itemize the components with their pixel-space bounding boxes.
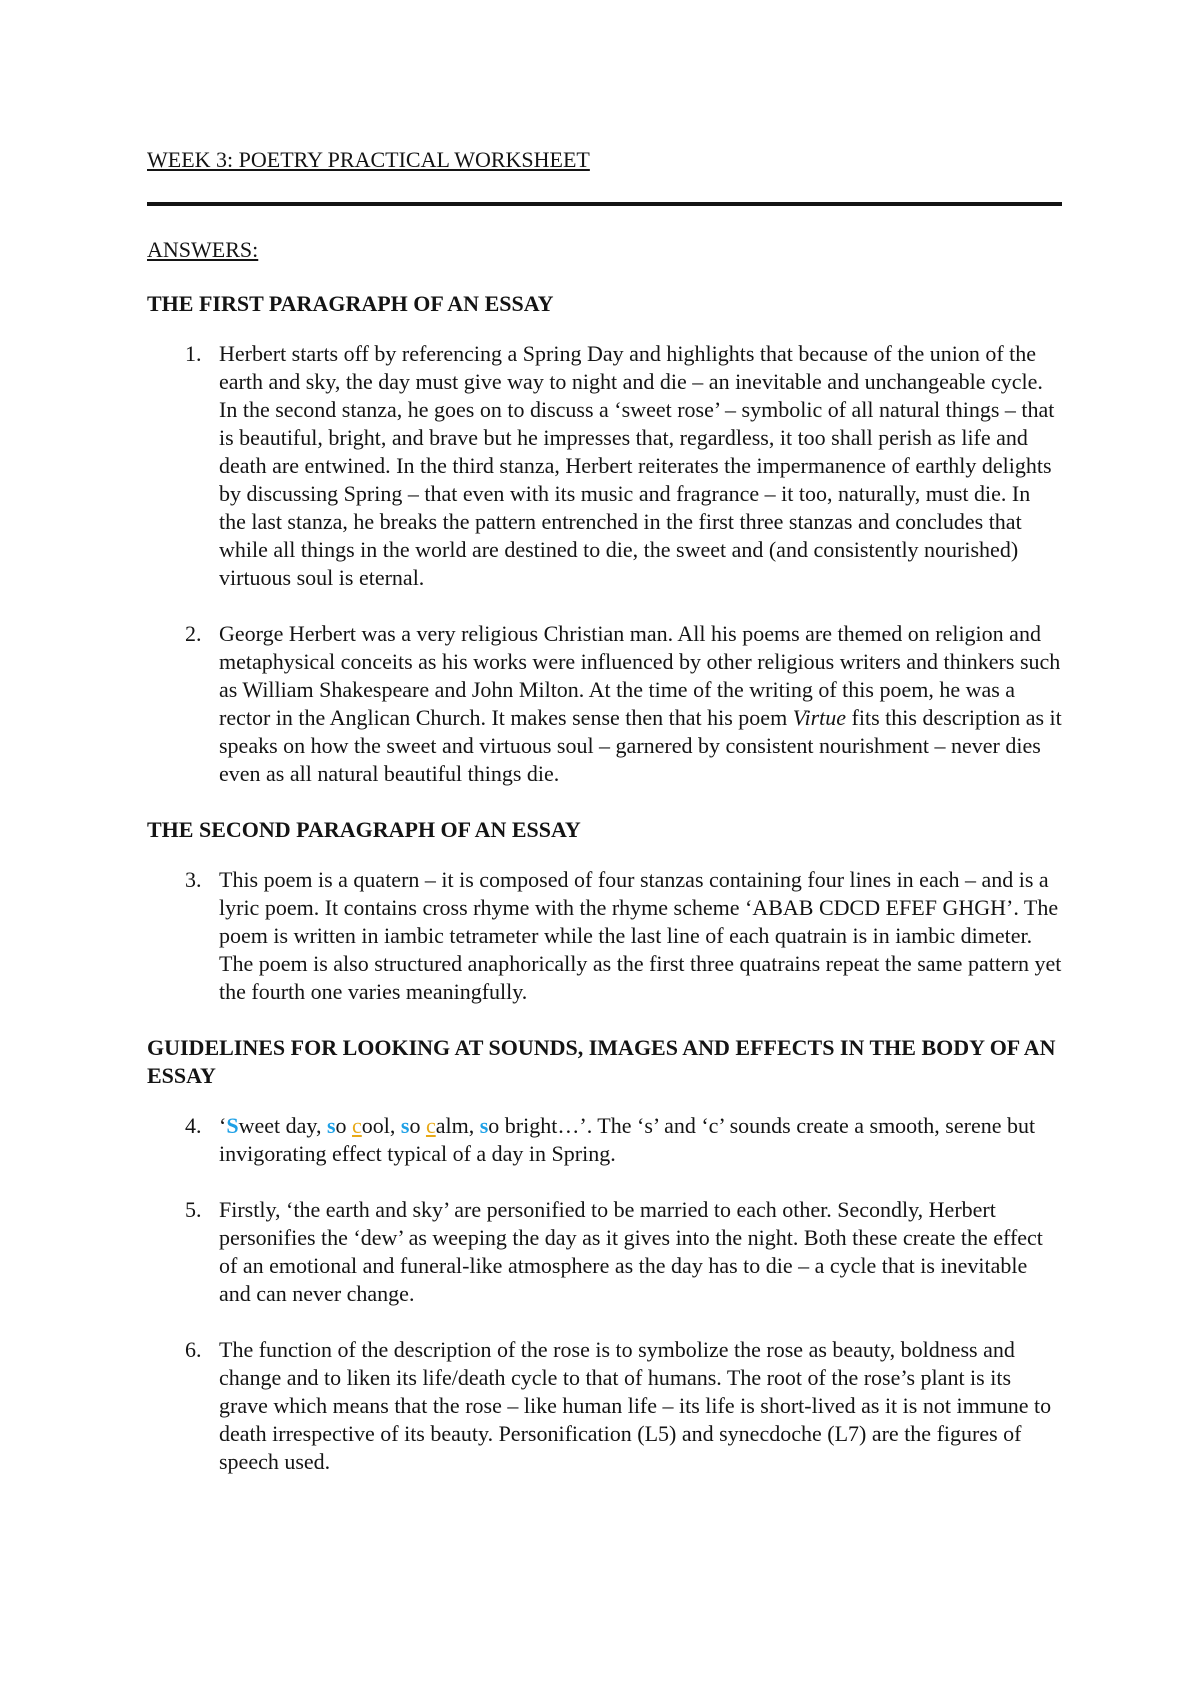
answer-item-4 — [147, 1112, 1062, 1168]
section-heading-first-paragraph: THE FIRST PARAGRAPH OF AN ESSAY — [147, 291, 554, 316]
answer-text: Herbert starts off by referencing a Spring Day and highlights that because of the union of the earth and sky, the day must give way to night and die – an inevitable and unchangeable cycle. In the second stanza, he goes on to discuss a ‘sweet rose’ – symbolic of all natural things – that is beautiful, bright, and brave but he impresses that, regardless, it too shall perish as life and death are entwined. In the third stanza, Herbert reiterates the impermanence of earthly delights by discussing Spring – that even with its music and fragrance – it too, naturally, must die. In the last stanza, he breaks the pattern entrenched in the first three stanzas and concludes that while all things in the world are destined to die, the sweet and (and consistently nourished) virtuous soul is eternal. — [219, 341, 1055, 590]
quote-fragment: weet day, — [238, 1113, 327, 1138]
answer-item-2 — [147, 620, 1062, 788]
sound-c-highlight: c — [425, 1113, 436, 1138]
quote-fragment: alm, — [435, 1113, 480, 1138]
sound-s-highlight: s — [326, 1113, 336, 1138]
answer-number: 3. — [185, 867, 202, 892]
title-divider — [147, 202, 1062, 206]
answer-text: This poem is a quatern – it is composed of four stanzas containing four lines in each – and is a lyric poem. It contains cross rhyme with the rhyme scheme ‘ABAB CDCD EFEF GHGH’. The poem is written in iambic tetrameter while the last line of each quatrain is in iambic dimeter. The poem is also structured anaphorically as the first three quatrains repeat the same pattern yet the fourth one varies meaningfully. — [219, 867, 1062, 1004]
section-heading-second-paragraph: THE SECOND PARAGRAPH OF AN ESSAY — [147, 817, 581, 842]
sound-s-highlight: S — [226, 1113, 239, 1138]
answer-text: George Herbert was a very religious Christian man. All his poems are themed on religion and metaphysical conceits as his works were influenced by other religious writers and thinkers such as William Shakespeare and John Milton. At the time of the writing of this poem, he was a rector in the Anglican Church. It makes sense then that his poem — [219, 621, 1061, 730]
answer-text-cont: fits this description as it speaks on how the sweet and virtuous soul – garnered by consistent nourishment – never dies even as all natural beautiful things die. — [219, 705, 1062, 786]
answer-item-5 — [147, 1196, 1062, 1308]
answer-number: 1. — [185, 341, 202, 366]
answer-item-6 — [147, 1336, 1062, 1476]
answer-text: . The ‘s’ and ‘c’ sounds create a smooth, serene but invigorating effect typical of a day in Spring. — [219, 1113, 1036, 1166]
quote-fragment: o — [335, 1113, 353, 1138]
highlighted-quote — [219, 1113, 587, 1138]
sound-c-highlight: c — [352, 1113, 362, 1138]
sound-s-highlight: s — [400, 1113, 410, 1138]
answer-number: 2. — [185, 621, 202, 646]
sound-s-highlight: s — [479, 1113, 489, 1138]
answers-label: ANSWERS: — [147, 237, 259, 262]
section-heading-guidelines: GUIDELINES FOR LOOKING AT SOUNDS, IMAGES AND EFFECTS IN THE BODY OF AN ESSAY — [147, 1035, 1056, 1088]
quote-fragment: o bright…’ — [488, 1113, 587, 1138]
answer-number: 4. — [185, 1113, 202, 1138]
document-content — [147, 290, 1062, 1504]
answer-item-1 — [147, 340, 1062, 592]
answer-text: Firstly, ‘the earth and sky’ are personified to be married to each other. Secondly, Herbert personifies the ‘dew’ as weeping the day as it gives into the night. Both these create the effect of an emotional and funeral-like atmosphere as the day has to die – a cycle that is inevitable and can never change. — [219, 1197, 1043, 1306]
poem-title-italic: Virtue — [792, 705, 847, 730]
quote-fragment: ‘ — [219, 1113, 227, 1138]
quote-fragment: ool, — [361, 1113, 401, 1138]
quote-fragment: o — [409, 1113, 426, 1138]
answer-item-3 — [147, 866, 1062, 1006]
answer-number: 6. — [185, 1337, 202, 1362]
answer-number: 5. — [185, 1197, 202, 1222]
document-title: WEEK 3: POETRY PRACTICAL WORKSHEET — [147, 147, 590, 172]
answer-text: The function of the description of the rose is to symbolize the rose as beauty, boldness and change and to liken its life/death cycle to that of humans. The root of the rose’s plant is its grave which means that the rose – like human life – its life is short-lived as it is not immune to death irrespective of its beauty. Personification (L5) and synecdoche (L7) are the figures of speech used. — [219, 1337, 1052, 1474]
